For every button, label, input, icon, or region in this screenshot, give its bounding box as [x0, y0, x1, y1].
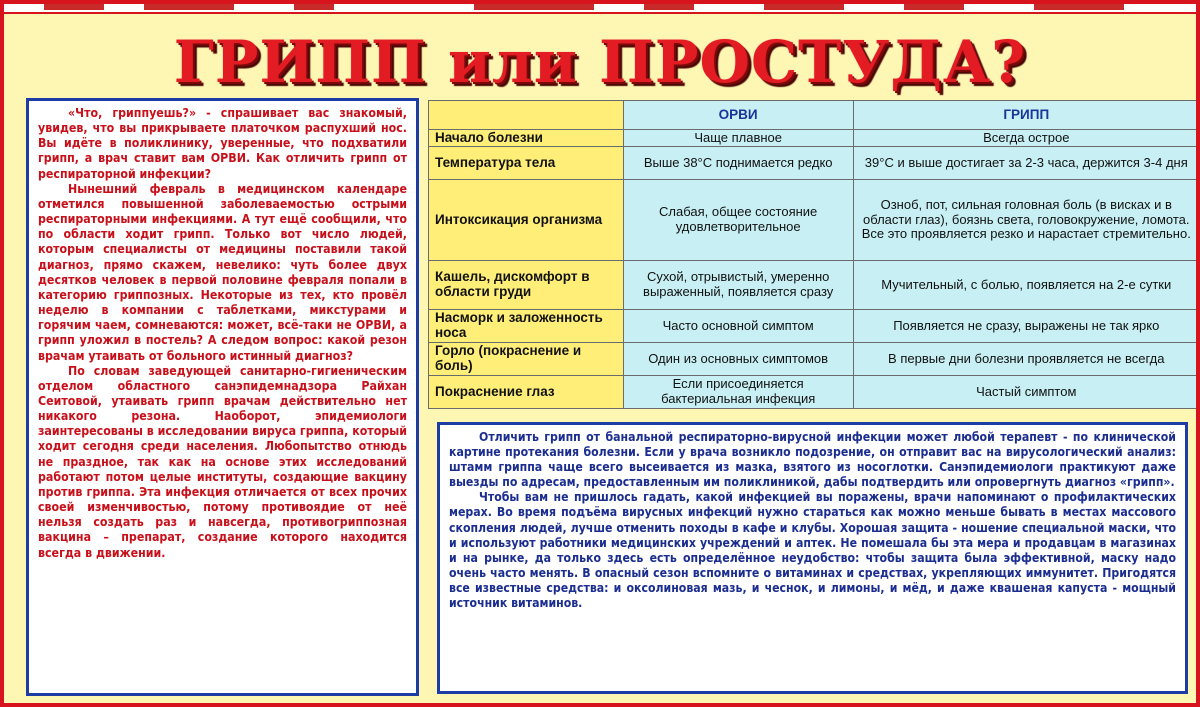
comparison-table [428, 100, 1200, 409]
gripp-cell: 39°С и выше достигает за 2-3 часа, держится 3-4 дня [853, 147, 1199, 180]
right-paragraph: Отличить грипп от банальной респираторно-вирусной инфекции может любой терапевт - по клинической картине протекания болезни. Если у врача возникло подозрение, он отправит вас на вирусологический анализ: штамм гриппа чаще всего высеивается из мазка, взятого из носоглотки. Санэпидемиологи практикуют даже выезды по адресам, предоставленным им поликлиникой, дабы подтвердить или опровергнуть диагноз «грипп». [449, 430, 1176, 490]
right-article-box [437, 422, 1188, 694]
poster-title: ГРИПП или ПРОСТУДА? [173, 28, 1027, 96]
row-label: Покраснение глаз [429, 376, 624, 409]
table-row [429, 130, 1200, 147]
table-header-corner [429, 101, 624, 130]
table-row [429, 261, 1200, 310]
left-paragraph: «Что, гриппуешь?» - спрашивает вас знакомый, увидев, что вы прикрываете платочком распухший нос. Вы идёте в поликлинику, уверенные, что подхватили грипп, а врач ставит вам ОРВИ. Как отличить грипп от респираторной инфекции? [38, 106, 407, 181]
orvi-cell: Слабая, общее состояние удовлетворительное [623, 180, 853, 261]
comparison-table-wrap [428, 100, 1200, 410]
orvi-cell: Сухой, отрывистый, умеренно выраженный, появляется сразу [623, 261, 853, 310]
left-paragraph: По словам заведующей санитарно-гигиеническим отделом областного санэпидемнадзора Райхан Сеитовой, утаивать грипп врачам действительно нет никакого резона. Наоборот, эпидемиологи заинтересованы в исследовании вируса гриппа, который ходит сегодня среди населения. Любопытство отнюдь не праздное, так как на основе этих исследований работают потом целые институты, создающие вакцину против гриппа. Эта инфекция отличается от всех прочих своей изменчивостью, потому противоядие от неё нельзя создать раз и навсегда, противогриппозная вакцина – препарат, создание которого находится всегда в движении. [38, 363, 407, 560]
gripp-cell: Всегда острое [853, 130, 1199, 147]
table-row [429, 147, 1200, 180]
table-row [429, 343, 1200, 376]
gripp-cell: Озноб, пот, сильная головная боль (в висках и в области глаз), боязнь света, головокружение, ломота. Все это проявляется резко и нарастает стремительно. [853, 180, 1199, 261]
gripp-cell: Мучительный, с болью, появляется на 2-е сутки [853, 261, 1199, 310]
row-label: Начало болезни [429, 130, 624, 147]
gripp-cell: Частый симптом [853, 376, 1199, 409]
table-row [429, 376, 1200, 409]
row-label: Интоксикация организма [429, 180, 624, 261]
orvi-cell: Выше 38°С поднимается редко [623, 147, 853, 180]
gripp-cell: Появляется не сразу, выражены не так ярко [853, 310, 1199, 343]
table-header-gripp: ГРИПП [853, 101, 1199, 130]
table-header-orvi: ОРВИ [623, 101, 853, 130]
left-paragraph: Нынешний февраль в медицинском календаре отметился повышенной заболеваемостью острыми респираторными инфекциями. А тут ещё сообщили, что по области ходит грипп. Только вот число людей, которым специалисты от медицины поставили такой диагноз, прямо скажем, невелико: чуть более двух десятков человек в первой половине февраля попали в категорию гриппозных. Некоторые из тех, кто провёл неделю в компании с таблетками, микстурами и горячим чаем, сомневаются: может, всё-таки не ОРВИ, а грипп уложил в постель? А следом вопрос: какой резон врачам утаивать от больного истинный диагноз? [38, 181, 407, 363]
orvi-cell: Если присоединяется бактериальная инфекция [623, 376, 853, 409]
orvi-cell: Часто основной симптом [623, 310, 853, 343]
table-row [429, 180, 1200, 261]
orvi-cell: Один из основных симптомов [623, 343, 853, 376]
orvi-cell: Чаще плавное [623, 130, 853, 147]
left-article-box [26, 98, 419, 696]
right-paragraph: Чтобы вам не пришлось гадать, какой инфекцией вы поражены, врачи напоминают о профилактических мерах. Во время подъёма вирусных инфекций нужно стараться как можно меньше бывать в местах массового скопления людей, лучше отменить походы в кафе и клубы. Хорошая защита - ношение специальной маски, что и используют работники медицинских учреждений и аптек. Не помешала бы эта мера и продавцам в магазинах и на рынке, да только здесь есть определённое неудобство: чтобы защита была эффективной, маску надо очень часто менять. В опасный сезон вспомните о витаминах и средствах, укрепляющих иммунитет. Пригодятся все известные средства: и оксолиновая мазь, и чеснок, и лимоны, и мёд, и даже квашеная капуста - мощный источник витаминов. [449, 490, 1176, 611]
row-label: Насморк и заложенность носа [429, 310, 624, 343]
row-label: Кашель, дискомфорт в области груди [429, 261, 624, 310]
table-header-row [429, 101, 1200, 130]
gripp-cell: В первые дни болезни проявляется не всегда [853, 343, 1199, 376]
row-label: Горло (покраснение и боль) [429, 343, 624, 376]
row-label: Температура тела [429, 147, 624, 180]
table-row [429, 310, 1200, 343]
top-decorative-strip [4, 4, 1200, 14]
